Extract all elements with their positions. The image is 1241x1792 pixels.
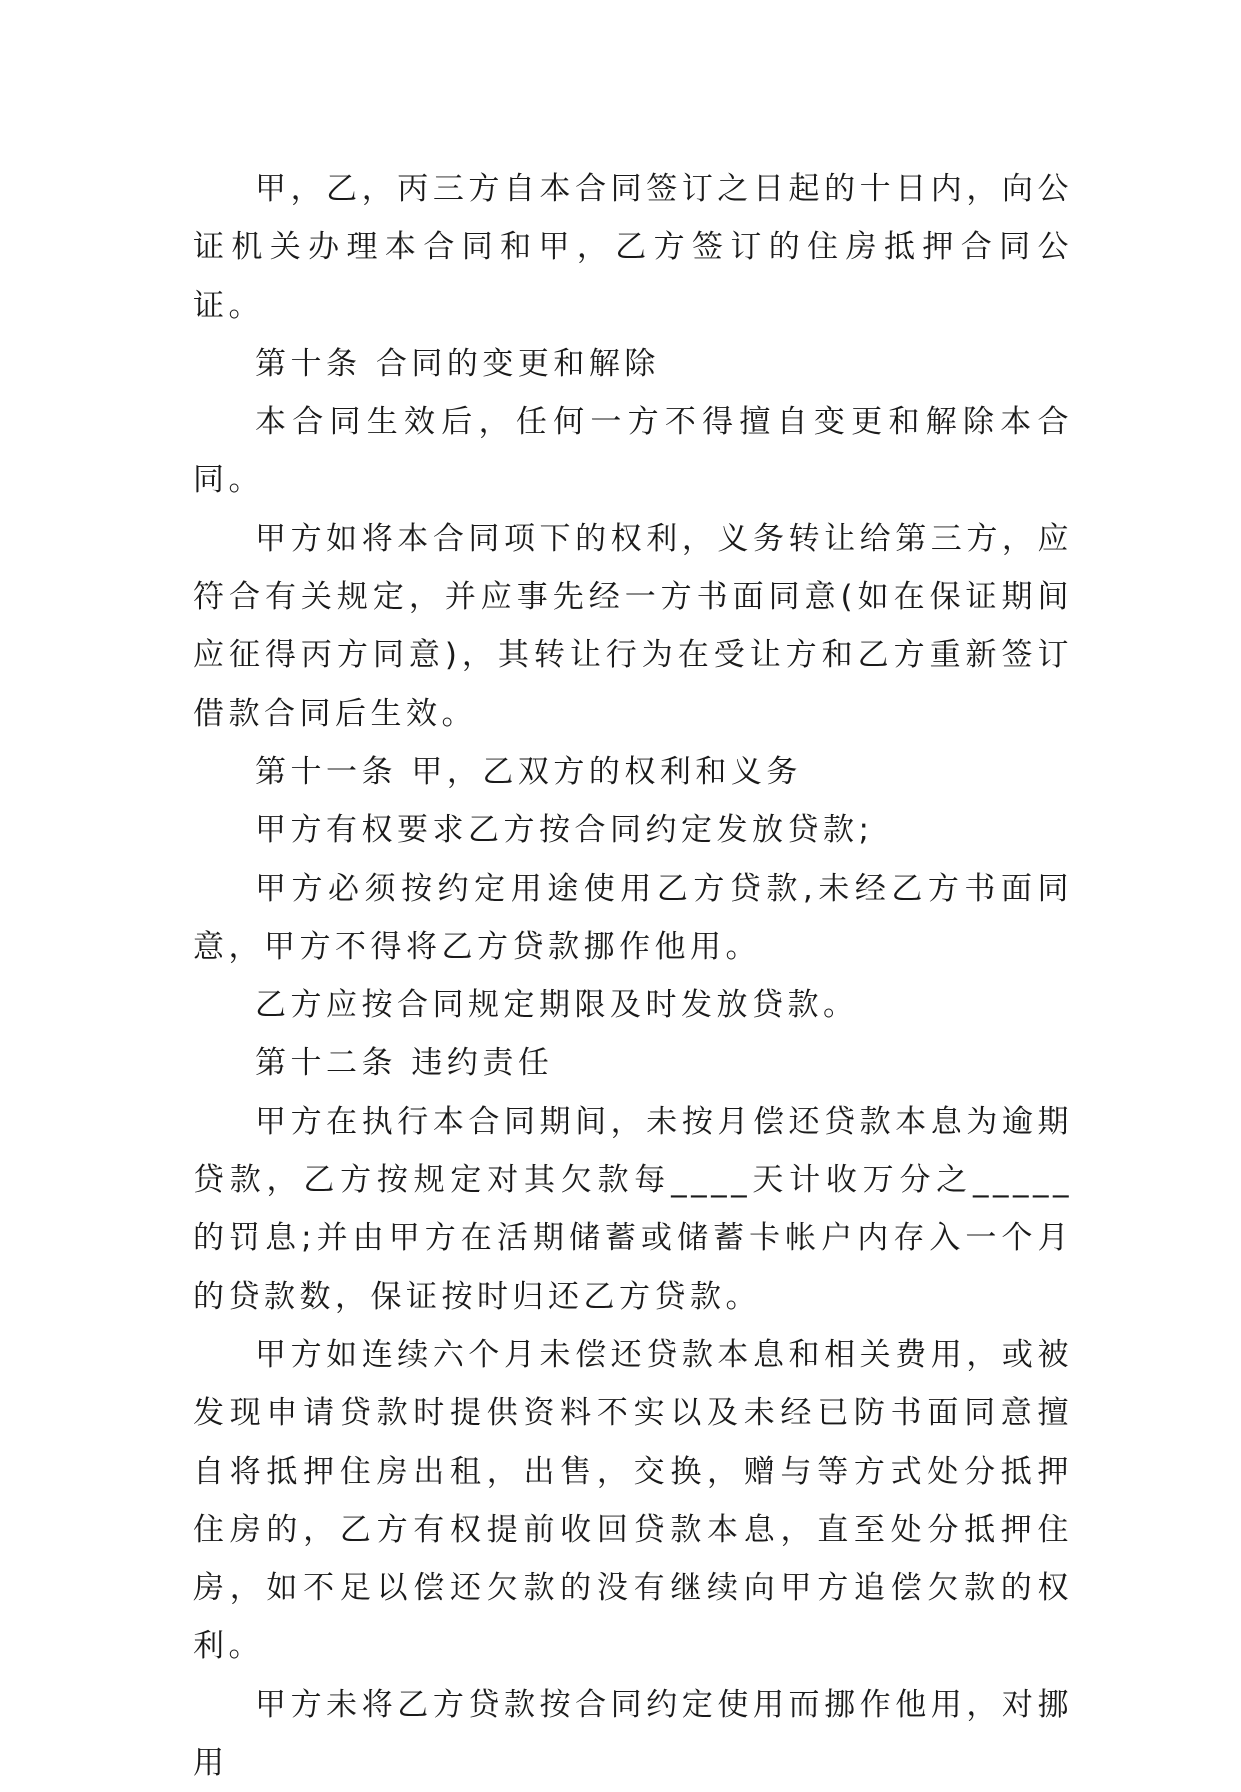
heading-article-11: 第十一条 甲，乙双方的权利和义务: [255, 753, 802, 790]
paragraph-no-unilateral-change: 本合同生效后，任何一方不得擅自变更和解除本合同。: [193, 404, 1073, 499]
heading-article-10: 第十条 合同的变更和解除: [255, 345, 660, 382]
paragraph-misuse: 甲方未将乙方贷款按合同约定使用而挪作他用，对挪用: [193, 1686, 1073, 1782]
paragraph-notarization: 甲，乙，丙三方自本合同签订之日起的十日内，向公证机关办理本合同和甲，乙方签订的住房抵押合同公证。: [193, 171, 1073, 324]
paragraph-loan-usage: 甲方必须按约定用途使用乙方贷款,未经乙方书面同意，甲方不得将乙方贷款挪作他用。: [193, 870, 1073, 965]
document-body: [193, 160, 1073, 1792]
paragraph-timely-disbursement: 乙方应按合同规定期限及时发放贷款。: [255, 987, 859, 1024]
paragraph-transfer-rights: 甲方如将本合同项下的权利，义务转让给第三方，应符合有关规定，并应事先经一方书面同意(如在保证期间应征得丙方同意)，其转让行为在受让方和乙方重新签订借款合同后生效。: [193, 520, 1073, 732]
paragraph-right-to-loan: 甲方有权要求乙方按合同约定发放贷款;: [255, 812, 874, 849]
heading-article-12: 第十二条 违约责任: [255, 1045, 554, 1082]
paragraph-default-recovery: 甲方如连续六个月未偿还贷款本息和相关费用，或被发现申请贷款时提供资料不实以及未经已防书面同意擅自将抵押住房出租，出售，交换，赠与等方式处分抵押住房的，乙方有权提前收回贷款本息，直至处分抵押住房，如不足以偿还欠款的没有继续向甲方追偿欠款的权利。: [193, 1336, 1073, 1665]
paragraph-overdue-penalty: 甲方在执行本合同期间，未按月偿还贷款本息为逾期贷款，乙方按规定对其欠款每____天计收万分之_____的罚息;并由甲方在活期储蓄或储蓄卡帐户内存入一个月的贷款数，保证按时归还乙方贷款。: [193, 1103, 1073, 1315]
